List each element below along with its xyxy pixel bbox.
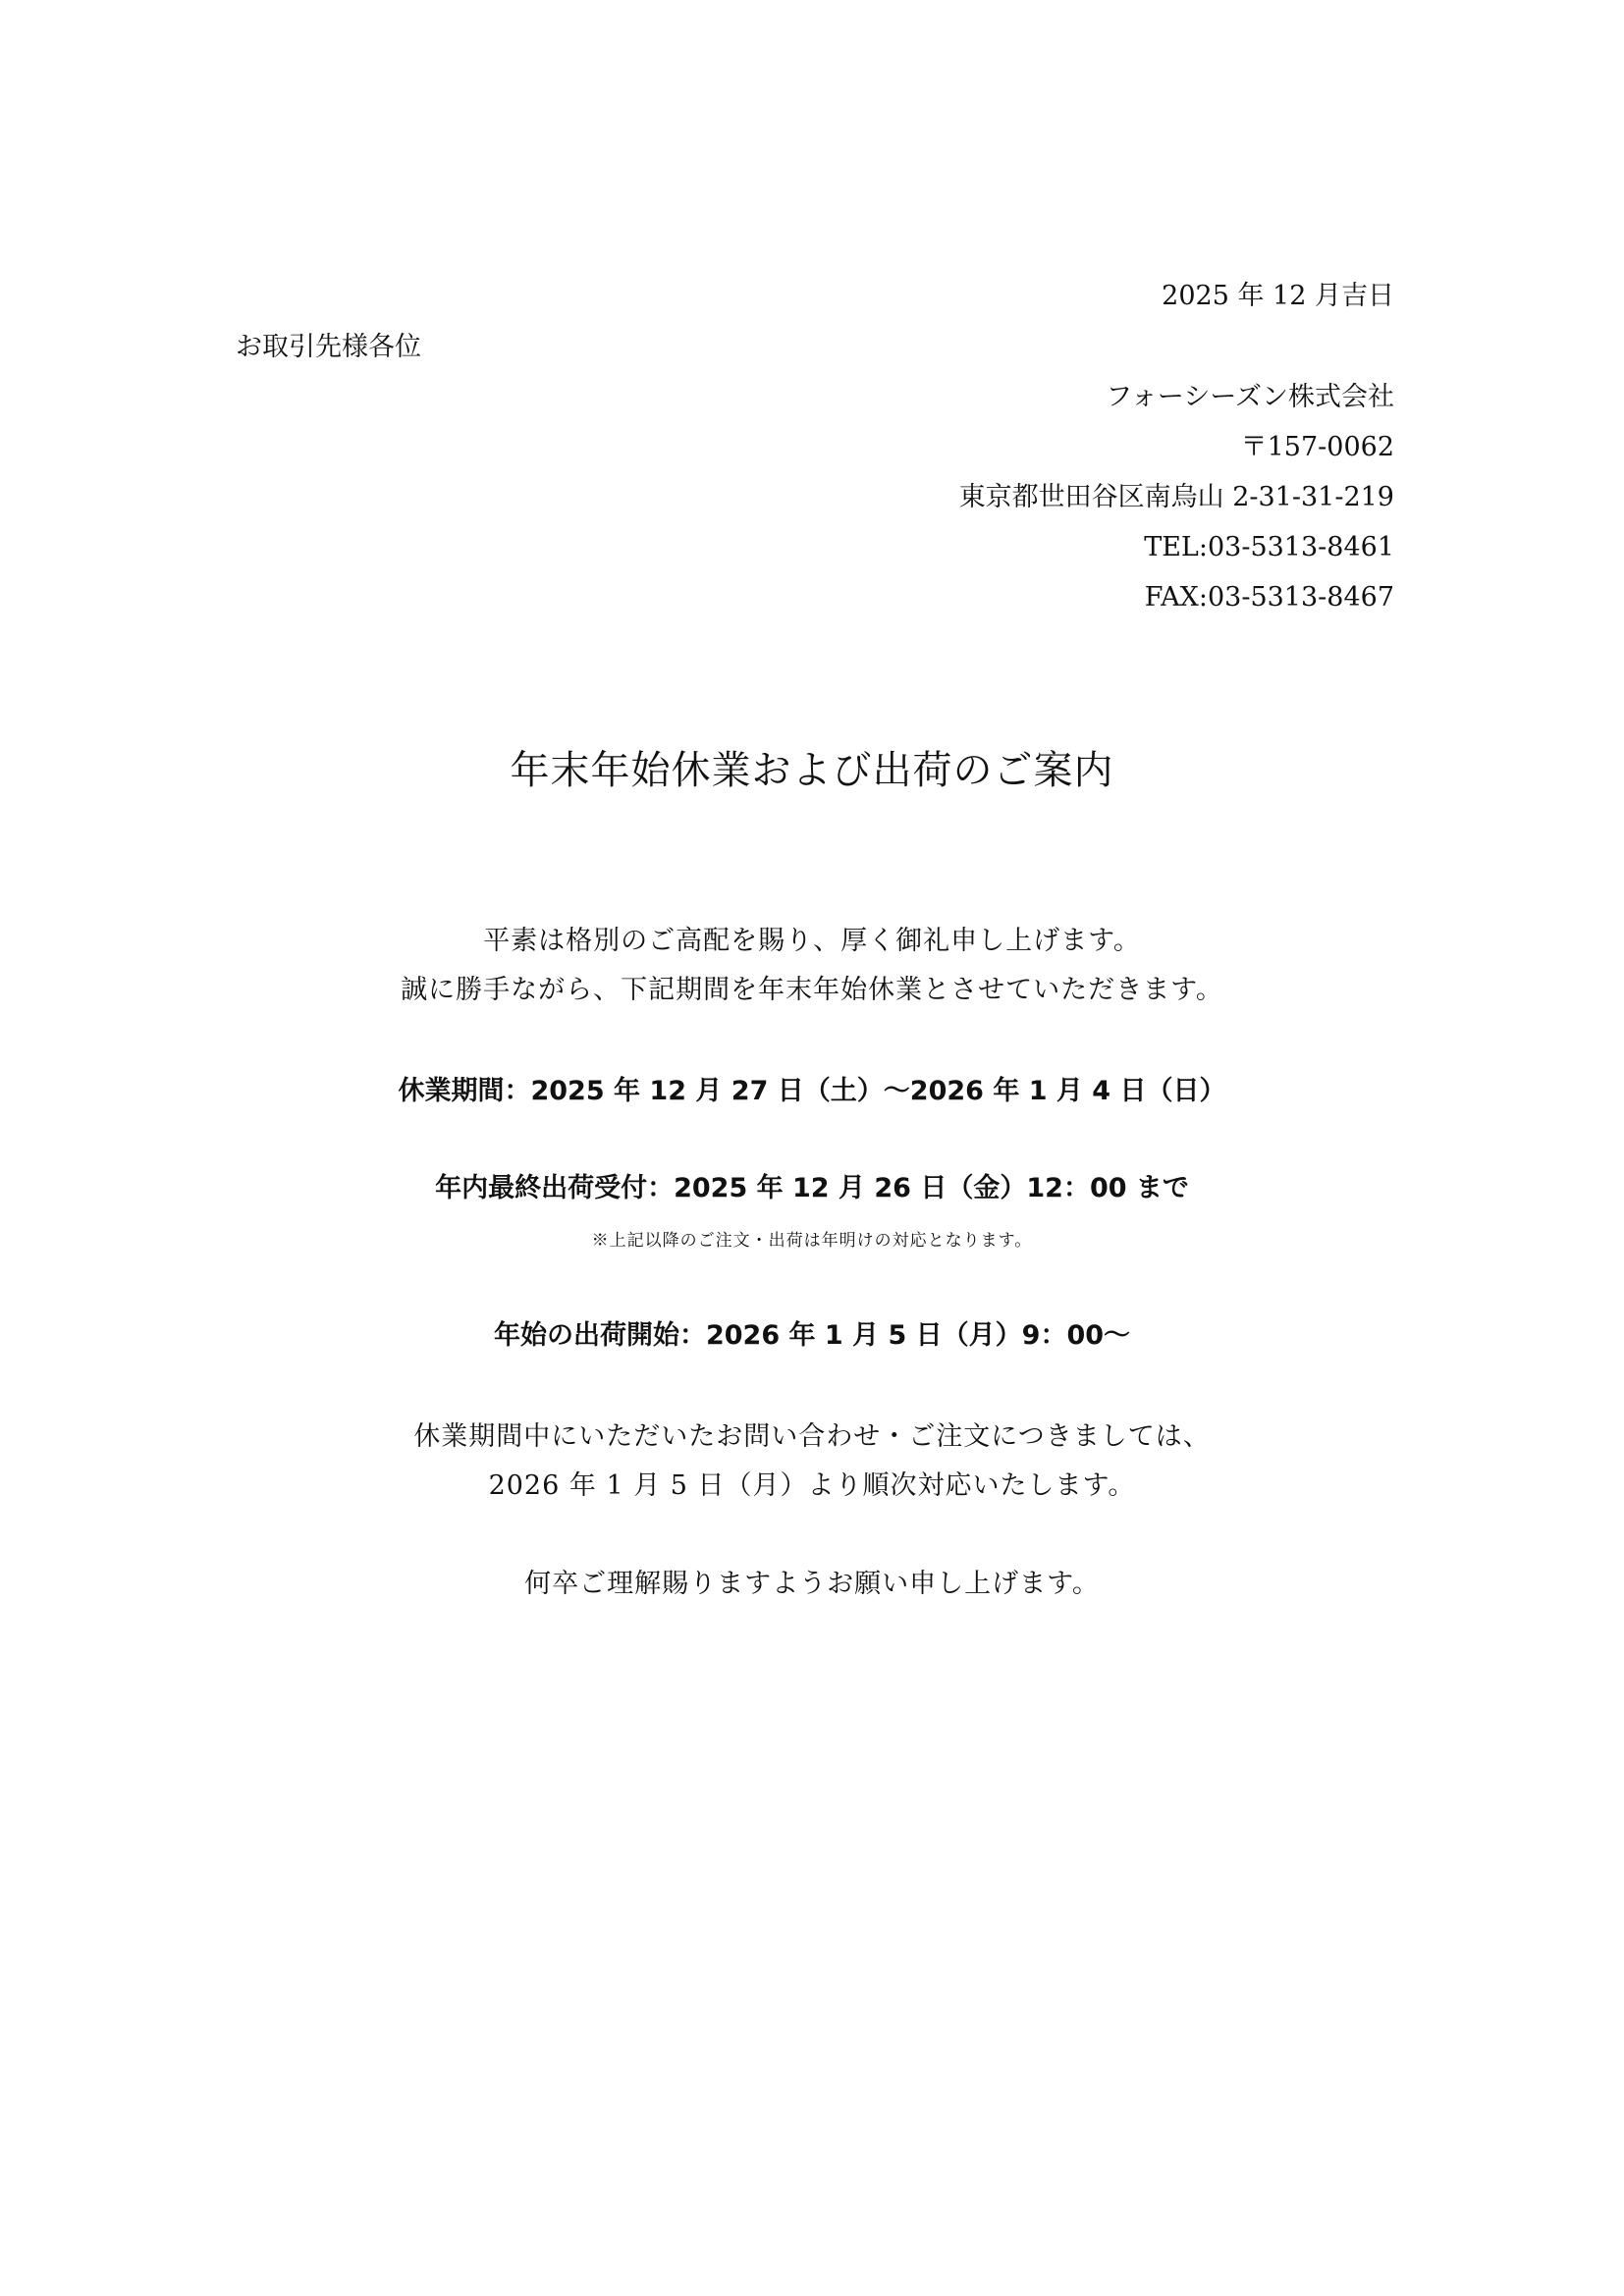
sender-tel: TEL:03-5313-8461 bbox=[1144, 532, 1394, 562]
sender-fax: FAX:03-5313-8467 bbox=[1144, 582, 1394, 613]
sender-company: フォーシーズン株式会社 bbox=[1106, 382, 1394, 412]
inquiries-line-1: 休業期間中にいただいたお問い合わせ・ご注文につきましては、 bbox=[413, 1421, 1211, 1452]
new-year-shipment-start: 年始の出荷開始：2026 年 1 月 5 日（月）9：00～ bbox=[493, 1320, 1131, 1351]
last-shipment-deadline: 年内最終出荷受付：2025 年 12 月 26 日（金）12：00 まで bbox=[435, 1173, 1189, 1203]
sender-address: 東京都世田谷区南烏山 2-31-31-219 bbox=[958, 482, 1394, 512]
greeting-line-2: 誠に勝手ながら、下記期間を年末年始休業とさせていただきます。 bbox=[401, 975, 1223, 1005]
sender-postal-code: 〒157-0062 bbox=[1240, 432, 1394, 462]
holiday-period: 休業期間：2025 年 12 月 27 日（土）～2026 年 1 月 4 日（日） bbox=[398, 1076, 1226, 1106]
last-shipment-note: ※上記以降のご注文・出荷は年明けの対応となります。 bbox=[591, 1231, 1033, 1251]
recipient-line: お取引先様各位 bbox=[236, 332, 421, 362]
document-title: 年末年始休業および出荷のご案内 bbox=[510, 748, 1114, 793]
closing-line: 何卒ご理解賜りますようお願い申し上げます。 bbox=[524, 1569, 1100, 1599]
inquiries-line-2: 2026 年 1 月 5 日（月）より順次対応いたします。 bbox=[488, 1470, 1136, 1501]
document-date: 2025 年 12 月吉日 bbox=[1162, 281, 1394, 311]
greeting-line-1: 平素は格別のご高配を賜り、厚く御礼申し上げます。 bbox=[483, 926, 1141, 956]
